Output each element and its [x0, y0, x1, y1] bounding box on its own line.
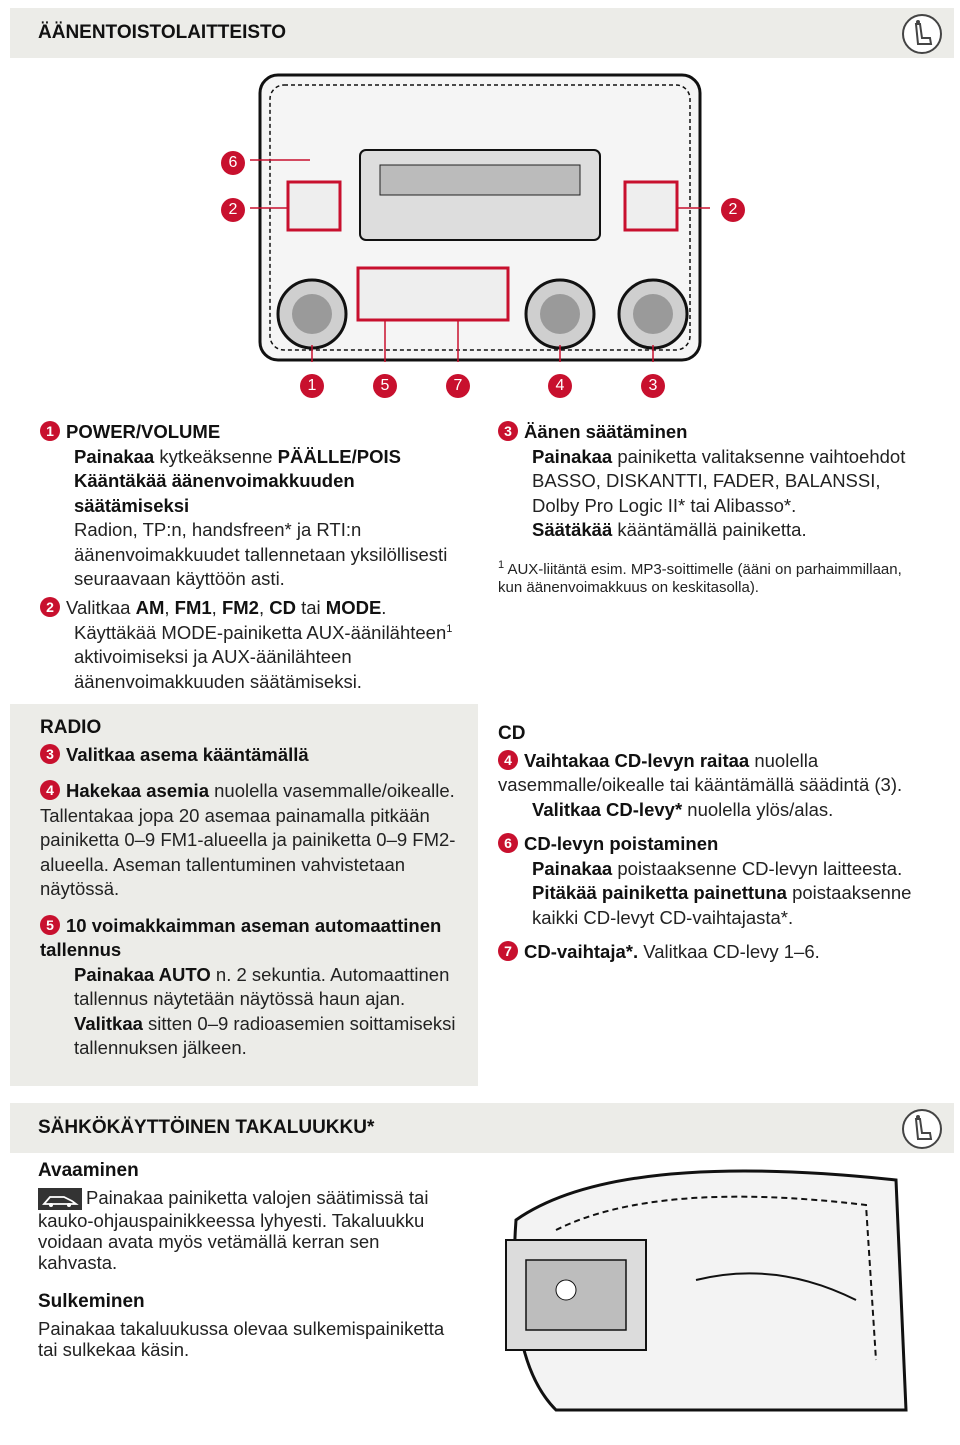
callout-7: 7	[446, 374, 470, 398]
radio-r5-bold1: Painakaa AUTO	[74, 963, 211, 985]
number-badge: 4	[498, 750, 518, 770]
control-1-line3: Radion, TP:n, handsfreen* ja RTI:n äänenvoimakkuudet tallennetaan yksilöllisesti seuraavaan käyttöön asti.	[74, 519, 448, 589]
control-1-bold: Painakaa	[74, 445, 155, 467]
close-heading: Sulkeminen	[38, 1291, 145, 1313]
radio-r4-bold: Hakekaa asemia	[66, 780, 209, 801]
cd-d7-text: Valitkaa CD-levy 1–6.	[638, 941, 820, 962]
tailgate-band	[10, 1103, 954, 1153]
control-1-text: kytkeäksenne	[154, 445, 278, 467]
radio-r4-text: nuolella vasemmalle/oikealle. Tallentakaa jopa 20 asemaa painamalla pitkään painiketta 0–9 FM1-alueella ja painiketta 0–9 FM2-alueella. Aseman tallentuminen vahvistetaan näytössä.	[40, 780, 456, 899]
cd-section	[498, 722, 918, 965]
tailgate-figure	[496, 1160, 916, 1432]
number-badge: 4	[40, 780, 60, 800]
callout-5: 5	[373, 374, 397, 398]
control-2-block: 2 Valitkaa AM, FM1, FM2, CD tai MODE. Käyttäkää MODE-painiketta AUX-äänilähteen$^1$ aktivoimiseksi ja AUX-äänilähteen äänenvoimakkuuden säätämiseksi.	[40, 596, 460, 694]
cd-d4-bold2: Valitkaa CD-levy*	[532, 798, 683, 820]
control-2-rest2: aktivoimiseksi ja AUX-äänilähteen äänenvoimakkuuden säätämiseksi.	[74, 646, 362, 692]
control-2-pre: Valitkaa	[66, 597, 136, 618]
control-3-bold2: Säätäkää	[532, 519, 613, 540]
control-1-title: POWER/VOLUME	[66, 421, 221, 442]
tailgate-title: SÄHKÖKÄYTTÖINEN TAKALUUKKU*	[38, 1117, 375, 1138]
footnote-number: 1	[498, 559, 505, 571]
radio-r5-text2: sitten 0–9 radioasemien soittamiseksi tallennuksen jälkeen.	[74, 1012, 456, 1058]
callout-4: 4	[548, 374, 572, 398]
callout-6: 6	[221, 151, 245, 175]
callout-1: 1	[300, 374, 324, 398]
control-1-block	[40, 420, 460, 592]
radio-r5-bold2: Valitkaa	[74, 1012, 143, 1034]
cd-d6-text2: poistaaksenne kaikki CD-levyt CD-vaihtajasta*.	[532, 882, 912, 928]
seat-icon	[902, 14, 942, 54]
seat-icon	[902, 1109, 942, 1149]
cd-heading: CD	[498, 723, 526, 744]
number-badge: 7	[498, 941, 518, 961]
number-badge: 3	[40, 744, 60, 764]
radio-heading: RADIO	[40, 717, 102, 738]
number-badge: 3	[498, 421, 518, 441]
footnote-ref: 1	[446, 622, 453, 635]
callout-2-left: 2	[221, 198, 245, 222]
radio-unit-figure	[250, 70, 710, 365]
number-badge: 2	[40, 597, 60, 617]
control-3-block	[498, 420, 918, 543]
number-badge: 5	[40, 915, 60, 935]
cd-d4-text1: nuolella vasemmalle/oikealle tai kääntämällä säädintä (3).	[498, 749, 903, 795]
open-text: Painakaa painiketta valojen säätimissä tai kauko-ohjauspainikkeessa lyhyesti. Takaluukku voidaan avata myös vetämällä kerran sen kahvasta.	[38, 1187, 429, 1274]
control-3-text1: painiketta valitaksenne vaihtoehdot BASSO, DISKANTTI, FADER, BALANSSI, Dolby Pro Logic II* tai Alibasso*.	[532, 445, 906, 516]
car-tailgate-icon	[38, 1188, 82, 1210]
tailgate-text	[38, 1160, 458, 1360]
number-badge: 1	[40, 421, 60, 441]
control-2-rest1: Käyttäkää MODE-painiketta AUX-äänilähteen	[74, 621, 447, 643]
control-3-bold1: Painakaa	[532, 445, 613, 467]
mode-cd: CD	[269, 597, 296, 618]
cd-d6-bold1: Painakaa	[532, 857, 613, 879]
mode-mode: MODE	[325, 597, 382, 618]
mode-am: AM	[135, 597, 165, 618]
radio-r5-text1: n. 2 sekuntia. Automaattinen tallennus näytetään näytössä haun ajan.	[74, 963, 450, 1009]
control-1-bold2: PÄÄLLE/POIS	[277, 445, 401, 467]
cd-d4-text2: nuolella ylös/alas.	[682, 798, 834, 820]
cd-d6-title: CD-levyn poistaminen	[524, 833, 719, 854]
control-2-tai: tai	[295, 597, 326, 618]
cd-d4-bold1: Vaihtakaa CD-levyn raitaa	[524, 749, 750, 771]
radio-r5-title: 10 voimakkaimman aseman automaattinen tallennus	[40, 914, 442, 960]
control-3-title: Äänen säätäminen	[524, 421, 688, 442]
close-text: Painakaa takaluukussa olevaa sulkemispainiketta tai sulkekaa käsin.	[38, 1318, 445, 1361]
page-title: ÄÄNENTOISTOLAITTEISTO	[38, 22, 287, 43]
number-badge: 6	[498, 833, 518, 853]
mode-fm2: FM2	[221, 597, 259, 618]
footnote	[498, 561, 918, 597]
mode-fm1: FM1	[174, 597, 212, 618]
callout-3: 3	[641, 374, 665, 398]
control-3-text2: kääntämällä painiketta.	[612, 519, 807, 540]
open-heading: Avaaminen	[38, 1160, 139, 1181]
cd-d6-text1: poistaaksenne CD-levyn laitteesta.	[612, 857, 903, 879]
radio-r3-text: Valitkaa asema kääntämällä	[66, 743, 309, 765]
radio-section	[40, 716, 470, 1061]
callout-2-right: 2	[721, 198, 745, 222]
control-1-line2: Kääntäkää äänenvoimakkuuden säätämiseksi	[74, 470, 355, 516]
cd-d7-bold: CD-vaihtaja*.	[524, 941, 639, 962]
cd-d6-bold2: Pitäkää painiketta painettuna	[532, 882, 787, 903]
footnote-text: AUX-liitäntä esim. MP3-soittimelle (ääni on parhaimmillaan, kun äänenvoimakkuus on keskitasolla).	[498, 561, 902, 596]
header-band	[10, 8, 954, 58]
